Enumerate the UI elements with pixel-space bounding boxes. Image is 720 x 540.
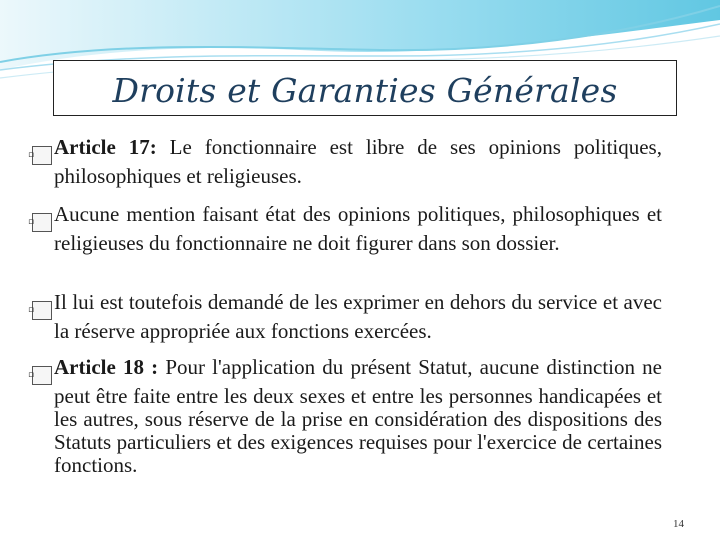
article-label: Article 17: (54, 135, 157, 159)
paragraph-no-mention (27, 202, 662, 255)
title-box (53, 60, 677, 116)
missing-glyph-icon: ▫ (32, 301, 52, 320)
page-number: 14 (673, 518, 684, 530)
paragraph-text: Pour l'application du présent Statut, aucune distinction ne peut être faite entre les deux sexes et entre les personnes handicapées et les autres, sous réserve de la prise en considération des dispositions des Statuts particuliers et des exigences requises pour l'exercice de certaines fonctions. (54, 355, 662, 477)
missing-glyph-icon: ▫ (32, 146, 52, 165)
page-title: Droits et Garanties Générales (112, 71, 618, 110)
missing-glyph-icon: ▫ (32, 366, 52, 385)
paragraph-text: Il lui est toutefois demandé de les exprimer en dehors du service et avec la réserve appropriée aux fonctions exercées. (54, 290, 662, 343)
paragraph-text: Le fonctionnaire est libre de ses opinions politiques, philosophiques et religieuses. (54, 135, 662, 188)
paragraph-article-18 (27, 355, 662, 477)
article-label: Article 18 : (54, 355, 159, 379)
missing-glyph-icon: ▫ (32, 213, 52, 232)
paragraph-text: Aucune mention faisant état des opinions politiques, philosophiques et religieuses du fonctionnaire ne doit figurer dans son dossier. (54, 202, 662, 255)
paragraph-article-17 (27, 135, 662, 188)
paragraph-express-outside (27, 290, 662, 343)
